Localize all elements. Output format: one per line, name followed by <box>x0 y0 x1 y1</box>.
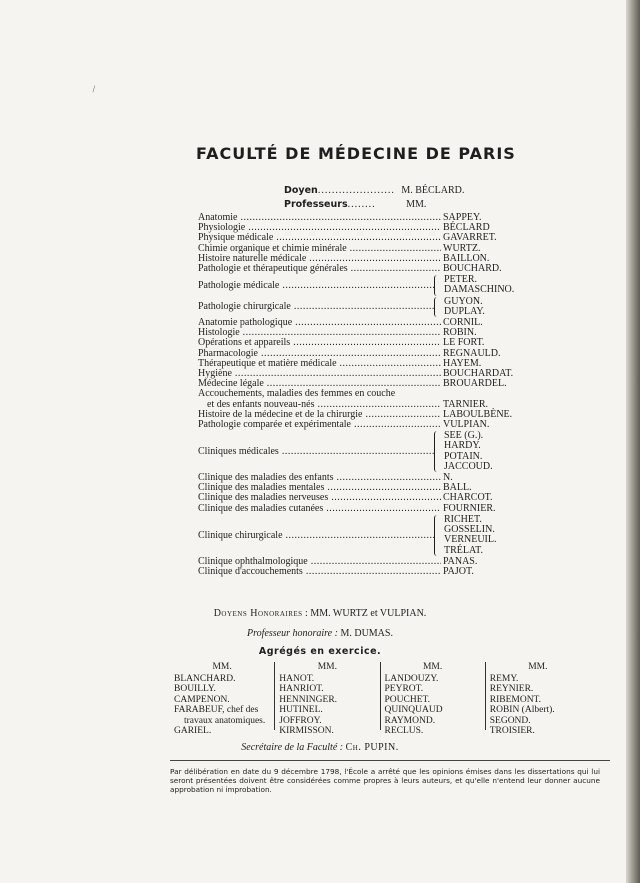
agreges-column <box>274 662 379 736</box>
chair-professor: WURTZ. <box>443 242 481 254</box>
chair-professor: N. <box>443 472 453 484</box>
professeurs-mm: MM. <box>406 199 427 210</box>
chair-row <box>198 473 528 483</box>
chair-professor: BOUCHARD. <box>443 263 502 275</box>
chair-row <box>198 420 528 430</box>
chair-subject: Histoire naturelle médicale ..... <box>198 254 441 264</box>
brace <box>434 297 441 317</box>
chair-row <box>198 504 528 514</box>
agrege-name: REYNIER. <box>489 684 534 694</box>
brace <box>434 515 441 556</box>
agrege-name: HANOT. <box>279 673 315 684</box>
secretaire-label: Secrétaire de la Faculté : <box>241 742 344 753</box>
chair-group-pathologie-chirurgicale <box>198 297 528 317</box>
agrege-name: HANRIOT. <box>279 684 324 694</box>
chair-professor: VULPIAN. <box>443 419 490 431</box>
footnote: Par délibération en date du 9 décembre 1798, l'École a arrêté que les opinions émises dans les dissertations qui lui seront présentées doivent être considérées comme propres à leurs auteurs, et qu'elle n'entend leur donner aucune approbation ni improbation. <box>170 767 600 794</box>
chair-subject: Anatomie pathologique ..... <box>198 318 441 328</box>
chair-professor: BÉCLARD <box>443 222 490 234</box>
agreges-mm: MM. <box>212 662 232 672</box>
doyens-honoraires-names: : MM. WURTZ et VULPIAN. <box>305 608 427 619</box>
chair-group-clinique-chirurgicale <box>198 515 528 556</box>
chair-subject: Physique médicale ..... <box>198 233 441 243</box>
chair-professor: RICHET. <box>444 513 482 525</box>
agrege-name: BLANCHARD. <box>174 673 236 684</box>
chair-subject: Pathologie médicale ..... <box>198 280 434 291</box>
chair-professor: BOUCHARDAT. <box>443 368 514 380</box>
chair-professor: DAMASCHINO. <box>444 284 515 296</box>
chair-subject: Clinique des maladies des enfants ..... <box>198 473 441 483</box>
chair-subject: et des enfants nouveau-nés ..... <box>198 400 441 410</box>
chair-professor: HARDY. <box>444 440 481 452</box>
agrege-name: REMY. <box>489 673 519 684</box>
agrege-name: ROBIN (Albert). <box>489 705 555 715</box>
chair-professor: PANAS. <box>443 555 478 567</box>
chair-professor: TARNIER. <box>443 398 489 410</box>
chair-subject: Clinique d'accouchements ..... <box>198 567 441 577</box>
agrege-name: KIRMISSON. <box>279 726 334 736</box>
chair-subject: Anatomie ..... <box>198 213 441 223</box>
chair-subject: Accouchements, maladies des femmes en couche <box>198 389 396 400</box>
agrege-name: TROISIER. <box>489 726 535 736</box>
agrege-name: GARIEL. <box>174 726 212 736</box>
chair-professor: SAPPEY. <box>443 212 482 223</box>
brace <box>434 275 441 295</box>
chair-row <box>198 318 528 328</box>
secretaire <box>0 742 640 753</box>
chair-subject: Physiologie ..... <box>198 223 441 233</box>
agrege-name: SEGOND. <box>489 715 531 726</box>
chair-subject: Cliniques médicales ..... <box>198 446 434 457</box>
agreges-column <box>170 662 274 736</box>
chair-professor: PAJOT. <box>443 565 474 577</box>
agrege-name: FARABEUF, chef des <box>174 705 259 715</box>
chair-subject: Histoire de la médecine et de la chirurgie ..... <box>198 410 441 420</box>
chair-subject: Hygiène ..... <box>198 369 441 379</box>
chair-professor: LABOULBÈNE. <box>443 408 513 420</box>
chair-professor: POTAIN. <box>444 450 483 462</box>
doyen-name: M. BÉCLARD. <box>401 185 465 196</box>
agreges-mm: MM. <box>422 662 443 672</box>
chair-professor: REGNAULD. <box>443 347 501 359</box>
chair-subject: Chimie organique et chimie minérale ..... <box>198 244 441 254</box>
agrege-name: JOFFROY. <box>279 715 322 726</box>
chair-professor: HAYEM. <box>443 357 482 369</box>
chair-subject: Pharmacologie ..... <box>198 349 441 359</box>
brace <box>434 431 441 472</box>
agrege-name: RECLUS. <box>384 726 424 736</box>
agrege-name: CAMPENON. <box>174 694 230 705</box>
chair-subject: Thérapeutique et matière médicale ..... <box>198 359 441 369</box>
chair-professor: LE FORT. <box>443 337 485 349</box>
chair-subject: Pathologie comparée et expérimentale ..... <box>198 420 441 430</box>
chair-professor: GAVARRET. <box>443 232 497 244</box>
agrege-name: RAYMOND. <box>384 715 436 726</box>
chair-professor: BAILLON. <box>443 252 490 264</box>
professeurs-label: Professeurs <box>284 199 348 210</box>
professeur-honoraire <box>0 628 640 639</box>
agrege-name: HENNINGER. <box>279 694 338 705</box>
agrege-name: HUTINEL. <box>279 705 323 715</box>
professeur-honoraire-name: M. DUMAS. <box>340 628 393 639</box>
agrege-name: PEYROT. <box>384 684 424 694</box>
margin-mark: \ <box>89 84 98 95</box>
professeur-honoraire-label: Professeur honoraire : <box>247 628 338 639</box>
chair-subject: Médecine légale ..... <box>198 379 441 389</box>
agrege-name: POUCHET. <box>384 694 430 705</box>
chair-row <box>198 379 528 389</box>
doyen-row: Doyen...................... M. BÉCLARD. <box>284 185 465 196</box>
agrege-name: travaux anatomiques. <box>184 715 266 726</box>
chair-subject: Clinique des maladies nerveuses ..... <box>198 493 441 503</box>
chair-row <box>198 264 528 274</box>
doyens-honoraires-label: Doyens Honoraires <box>213 608 303 619</box>
chair-professor: GOSSELIN. <box>444 524 495 536</box>
chair-subject: Pathologie et thérapeutique générales ..... <box>198 264 441 274</box>
agrege-name: QUINQUAUD <box>384 705 443 715</box>
chair-subject: Histologie ..... <box>198 328 441 338</box>
agrege-name: LANDOUZY. <box>384 673 439 684</box>
doyen-label: Doyen <box>284 185 318 196</box>
chair-group-pathologie-medicale <box>198 275 528 295</box>
chair-professor: FOURNIER. <box>443 502 496 514</box>
chair-professor: TRÉLAT. <box>444 544 483 556</box>
chair-professor: CORNIL. <box>443 317 483 329</box>
chair-subject: Clinique chirurgicale ..... <box>198 530 434 541</box>
agreges-mm: MM. <box>528 662 548 672</box>
chair-professor: GUYON. <box>444 295 483 307</box>
doyens-honoraires <box>0 608 640 619</box>
agreges-column <box>485 662 590 736</box>
chair-subject: Opérations et appareils ..... <box>198 338 441 348</box>
chair-professor: JACCOUD. <box>444 460 493 472</box>
chair-subject: Pathologie chirurgicale ..... <box>198 301 434 312</box>
agrege-name: RIBEMONT. <box>489 694 542 705</box>
professeurs-row: Professeurs........ MM. <box>284 199 427 210</box>
chairs-list <box>198 213 528 577</box>
chair-subject: Clinique des maladies cutanées ..... <box>198 504 441 514</box>
chair-professor: PETER. <box>444 274 478 286</box>
agreges-table <box>170 662 590 736</box>
agreges-title: Agrégés en exercice. <box>258 646 382 657</box>
divider <box>170 760 610 761</box>
chair-professor: SEE (G.). <box>444 430 484 442</box>
chair-professor: CHARCOT. <box>443 492 493 504</box>
chair-group-cliniques-medicales <box>198 431 528 472</box>
chair-professor: VERNEUIL. <box>444 534 497 546</box>
chair-row <box>198 567 528 577</box>
chair-subject: Clinique ophthalmologique ..... <box>198 557 441 567</box>
page-title: FACULTÉ DE MÉDECINE DE PARIS <box>196 144 516 163</box>
secretaire-name: Ch. PUPIN. <box>345 742 399 753</box>
chair-professor: BROUARDEL. <box>443 378 507 390</box>
agreges-column <box>380 662 485 736</box>
chair-professor: DUPLAY. <box>444 305 485 317</box>
chair-professor: BALL. <box>443 482 472 494</box>
agrege-name: BOUILLY. <box>174 684 216 694</box>
chair-professor: ROBIN. <box>443 327 477 339</box>
chair-subject: Clinique des maladies mentales ..... <box>198 483 441 493</box>
chair-row <box>198 557 528 567</box>
agreges-mm: MM. <box>317 662 338 672</box>
